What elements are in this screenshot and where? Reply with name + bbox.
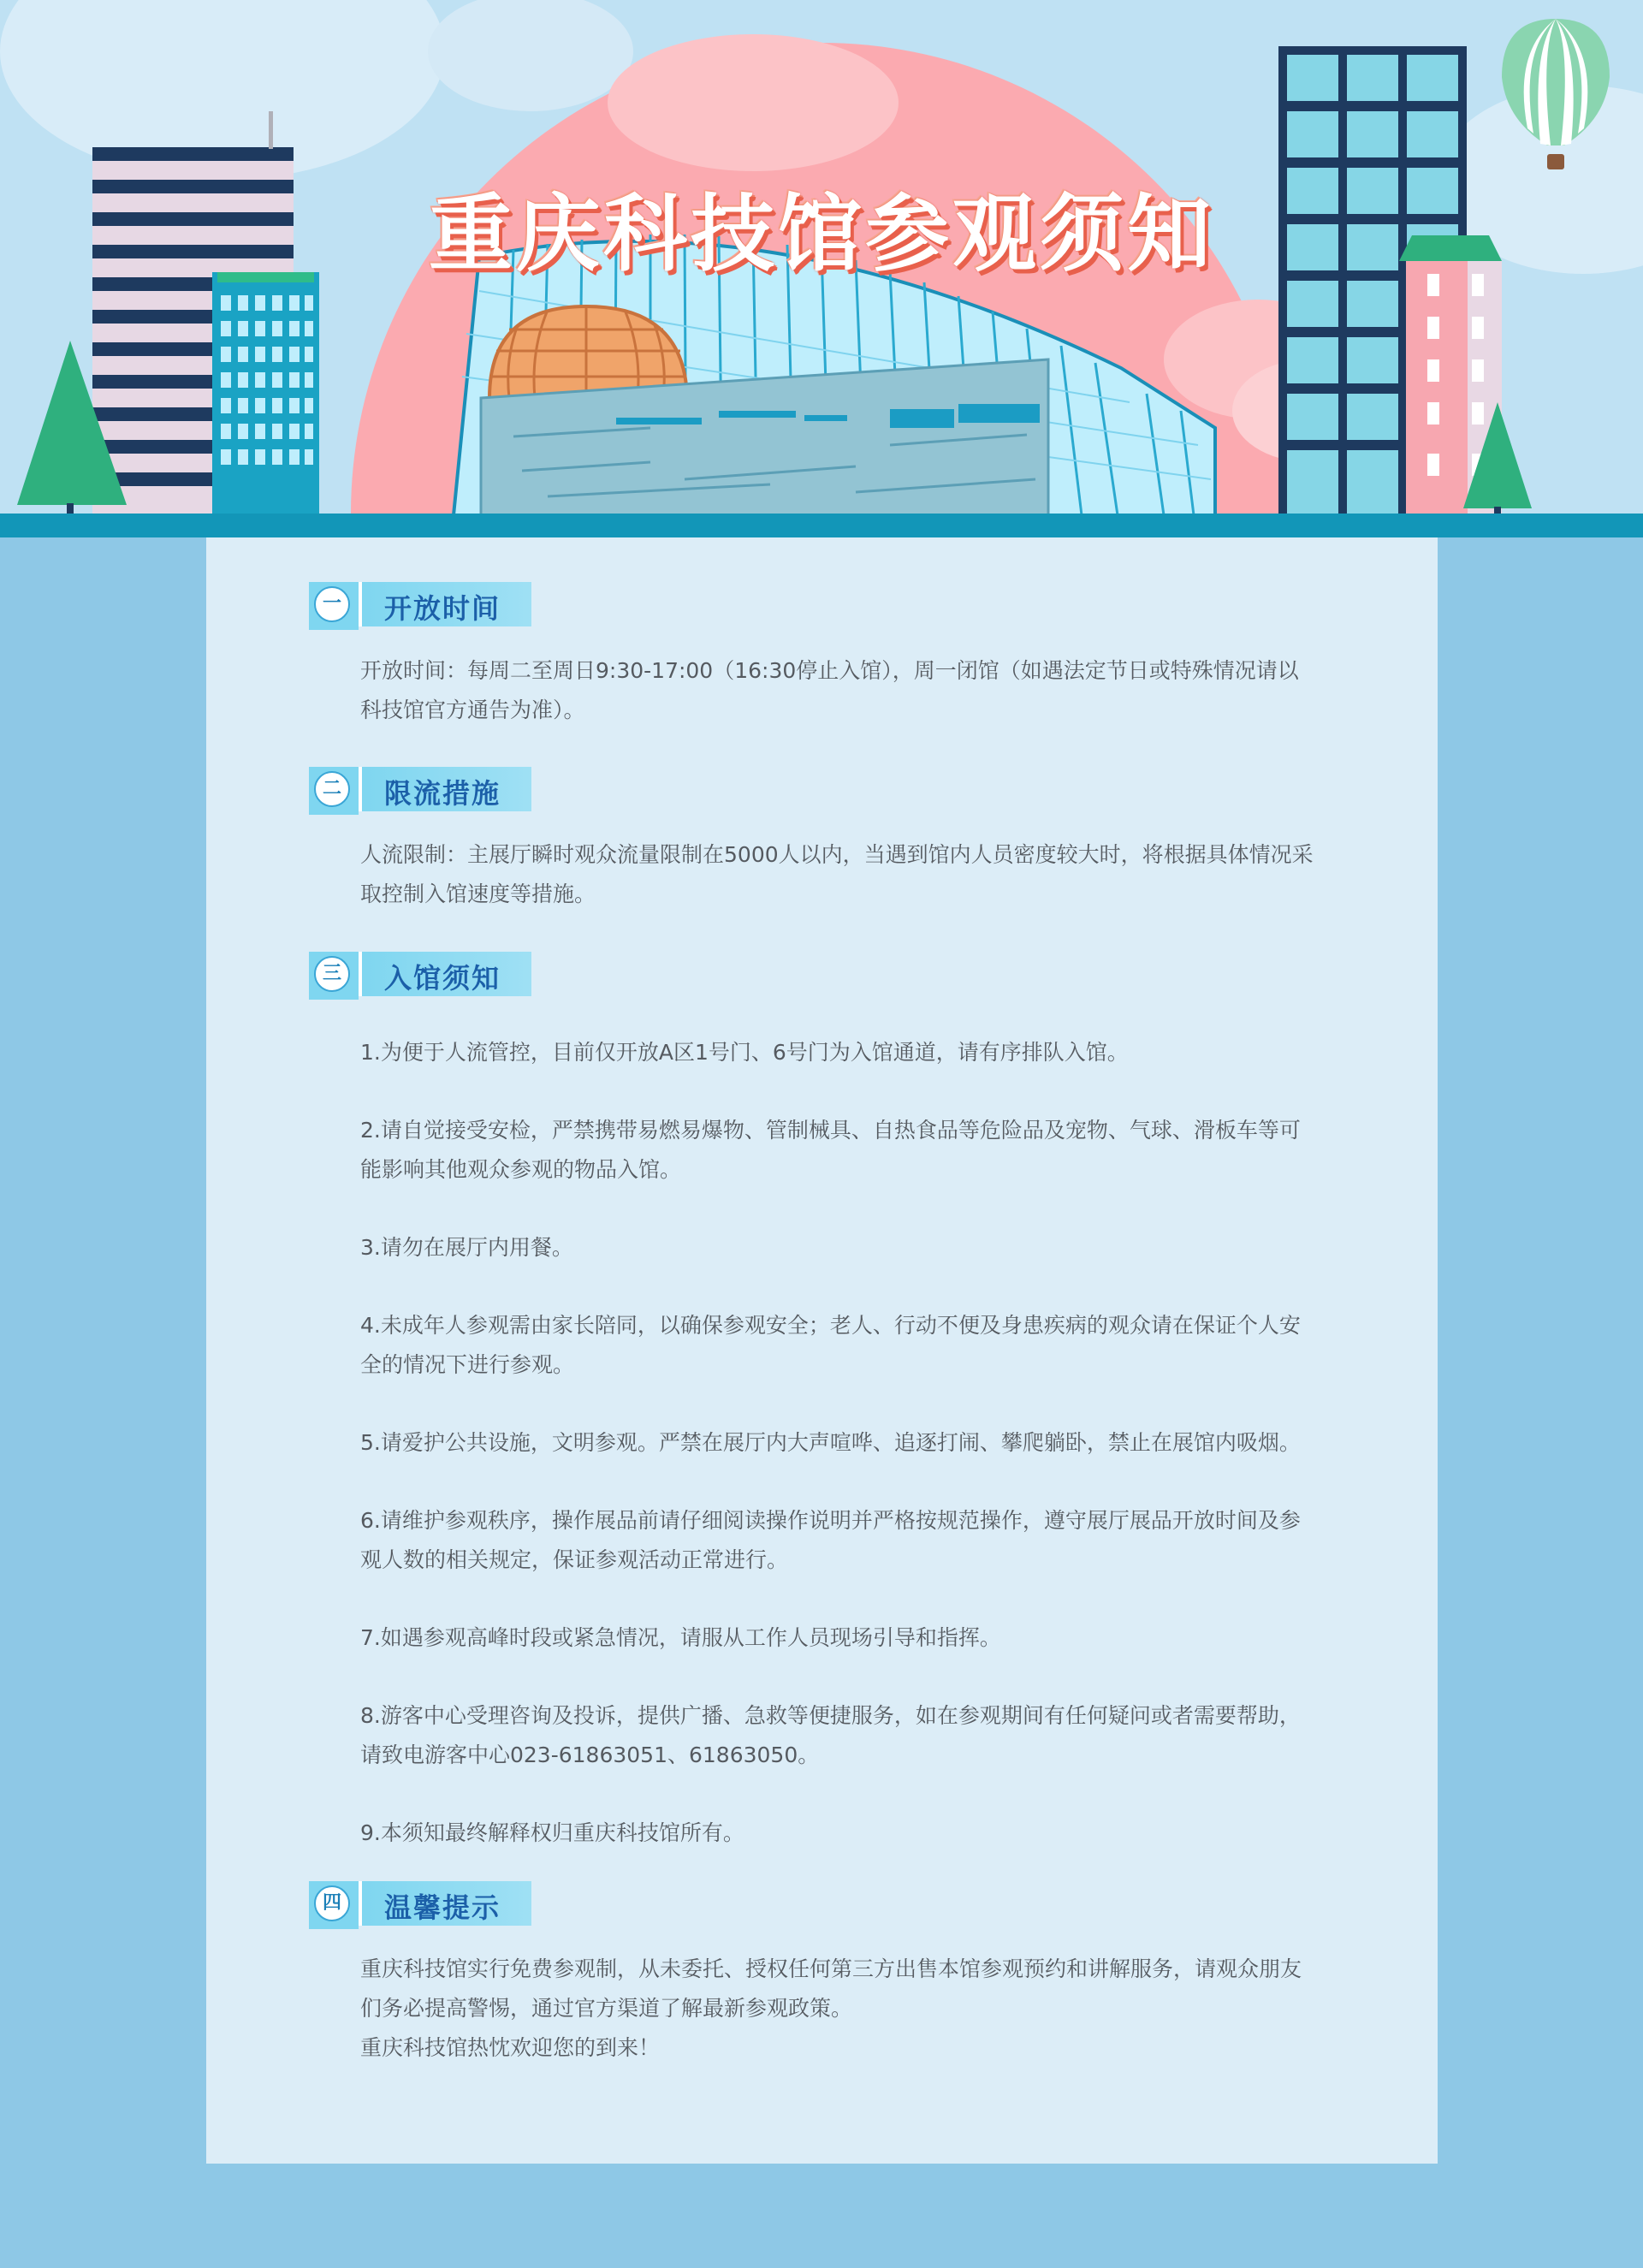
section-number: 二 (314, 771, 350, 807)
section-heading-opening-hours (309, 582, 531, 630)
entry-rule-7: 7.如遇参观高峰时段或紧急情况，请服从工作人员现场引导和指挥。 (360, 1625, 1001, 1650)
entry-rule-1: 1.为便于人流管控，目前仅开放A区1号门、6号门为入馆通道，请有序排队入馆。 (360, 1040, 1129, 1065)
section-number: 一 (314, 586, 350, 622)
content-panel (206, 537, 1438, 2164)
section-heading-tips (309, 1881, 531, 1929)
crowd-control-text: 人流限制：主展厅瞬时观众流量限制在5000人以内，当遇到馆内人员密度较大时，将根据具体情况采取控制入馆速度等措施。 (360, 842, 1314, 906)
section-title: 入馆须知 (384, 962, 501, 994)
entry-rule-9: 9.本须知最终解释权归重庆科技馆所有。 (360, 1820, 744, 1845)
section-number: 三 (314, 956, 350, 992)
section-heading-crowd-control (309, 767, 531, 815)
section-title: 限流措施 (384, 777, 501, 810)
section-title: 开放时间 (384, 592, 501, 625)
ground-strip (0, 514, 1643, 537)
section-badge (309, 952, 359, 1000)
entry-rule-4: 4.未成年人参观需由家长陪同，以确保参观安全；老人、行动不便及身患疾病的观众请在保证个人安全的情况下进行参观。 (360, 1313, 1301, 1377)
section-badge (309, 1881, 359, 1929)
entry-rule-5: 5.请爱护公共设施，文明参观。严禁在展厅内大声喧哗、追逐打闹、攀爬躺卧，禁止在展馆内吸烟。 (360, 1430, 1301, 1455)
section-number: 四 (314, 1885, 350, 1921)
entry-rule-2: 2.请自觉接受安检，严禁携带易燃易爆物、管制械具、自热食品等危险品及宠物、气球、滑板车等可能影响其他观众参观的物品入馆。 (360, 1118, 1301, 1182)
entry-rule-8: 8.游客中心受理咨询及投诉，提供广播、急救等便捷服务，如在参观期间有任何疑问或者需要帮助，请致电游客中心023-61863051、61863050。 (360, 1703, 1301, 1767)
entry-rule-3: 3.请勿在展厅内用餐。 (360, 1235, 573, 1260)
section-badge (309, 767, 359, 815)
section-badge (309, 582, 359, 630)
opening-hours-text: 开放时间：每周二至周日9:30-17:00（16:30停止入馆），周一闭馆（如遇法定节日或特殊情况请以科技馆官方通告为准）。 (360, 658, 1299, 722)
page-title: 重庆科技馆参观须知 (428, 186, 1214, 283)
section-title: 温馨提示 (384, 1891, 501, 1924)
entry-rule-6: 6.请维护参观秩序，操作展品前请仔细阅读操作说明并严格按规范操作，遵守展厅展品开放时间及参观人数的相关规定，保证参观活动正常进行。 (360, 1508, 1301, 1572)
tips-text: 重庆科技馆实行免费参观制，从未委托、授权任何第三方出售本馆参观预约和讲解服务，请观众朋友们务必提高警惕，通过官方渠道了解最新参观政策。 (360, 1956, 1302, 2021)
welcome-text: 重庆科技馆热忱欢迎您的到来！ (360, 2035, 661, 2060)
section-heading-entry-rules (309, 952, 531, 1000)
header-banner (0, 0, 1643, 537)
